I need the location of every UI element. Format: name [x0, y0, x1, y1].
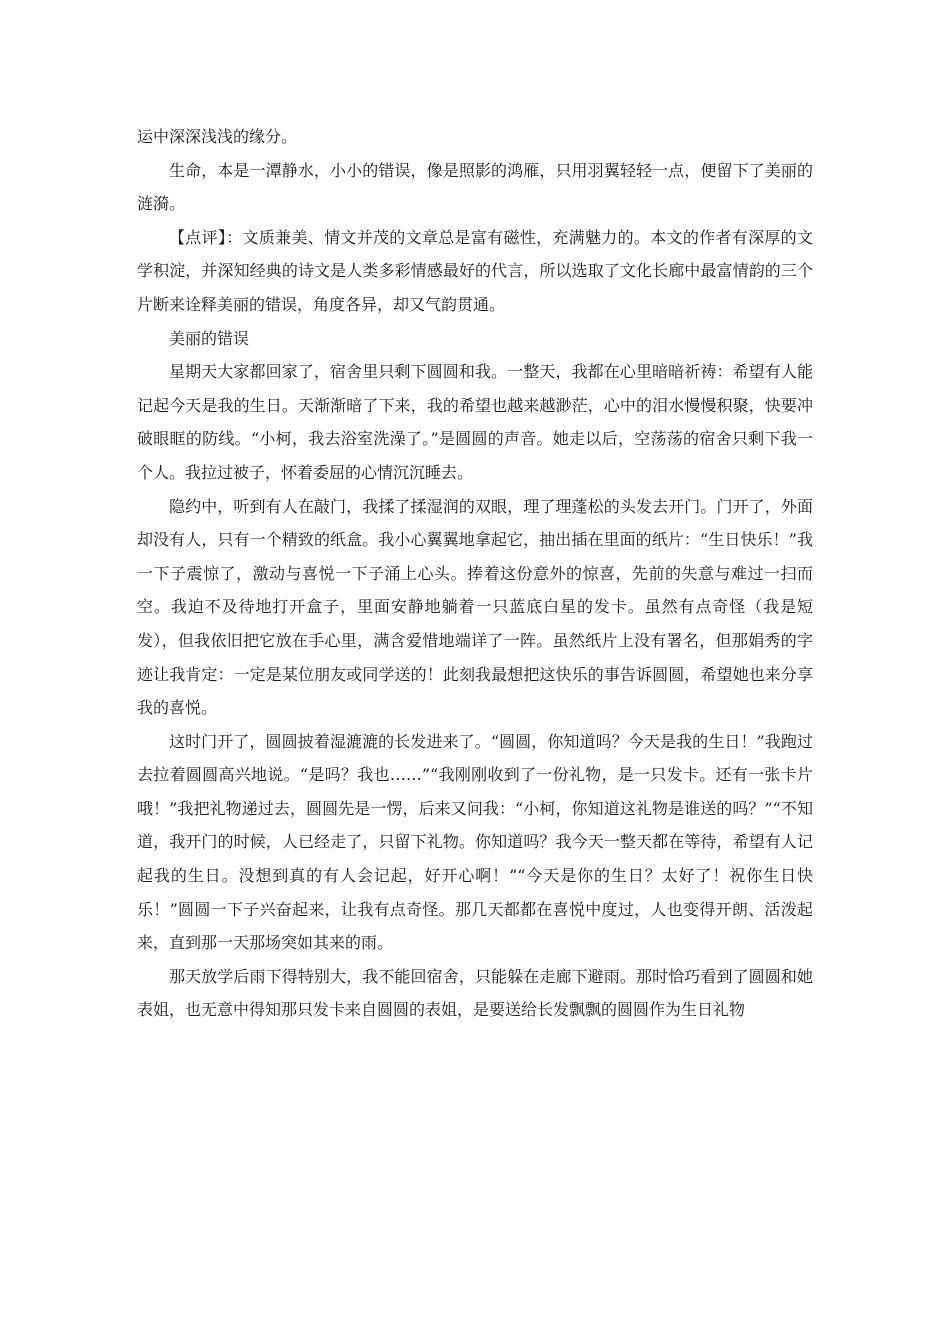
paragraph-rain: 那天放学后雨下得特别大，我不能回宿舍，只能躲在走廊下避雨。那时恰巧看到了圆圆和她表姐，也无意中得知那只发卡来自圆圆的表姐，是要送给长发飘飘的圆圆作为生日礼物: [137, 966, 813, 1020]
paragraph-knock: 隐约中，听到有人在敲门，我揉了揉湿润的双眼，理了理蓬松的头发去开门。门开了，外面却没有人，只有一个精致的纸盒。我小心翼翼地拿起它，抽出插在里面的纸片：“生日快乐！”我一下子震惊了，激动与喜悦一下子涌上心头。捧着这份意外的惊喜，先前的失意与难过一扫而空。我迫不及待地打开盒子，里面安静地躺着一只蓝底白星的发卡。虽然有点奇怪（我是短发），但我依旧把它放在手心里，满含爱惜地端详了一阵。虽然纸片上没有署名，但那娟秀的字迹让我肯定：一定是某位朋友或同学送的！此刻我最想把这快乐的事告诉圆圆，希望她也来分享我的喜悦。: [137, 496, 813, 718]
paragraph-door-opens: 这时门开了，圆圆披着湿漉漉的长发进来了。“圆圆，你知道吗？今天是我的生日！”我跑过去拉着圆圆高兴地说。“是吗？我也……”“我刚刚收到了一份礼物，是一只发卡。还有一张卡片哦！”我把礼物递过去，圆圆先是一愣，后来又问我：“小柯，你知道这礼物是谁送的吗？”“不知道，我开门的时候，人已经走了，只留下礼物。你知道吗？我今天一整天都在等待，希望有人记起我的生日。没想到真的有人会记起，好开心啊！”“今天是你的生日？太好了！祝你生日快乐！”圆圆一下子兴奋起来，让我有点奇怪。那几天都都在喜悦中度过，人也变得开朗、活泼起来，直到那一天那场突如其来的雨。: [137, 731, 813, 953]
paragraph-life: 生命，本是一潭静水，小小的错误，像是照影的鸿雁，只用羽翼轻轻一点，便留下了美丽的涟漪。: [137, 160, 813, 214]
paragraph-continuation: 运中深深浅浅的缘分。: [137, 127, 298, 146]
paragraph-comment: 【点评】：文质兼美、情文并茂的文章总是富有磁性，充满魅力的。本文的作者有深厚的文学积淀，并深知经典的诗文是人类多彩情感最好的代言，所以选取了文化长廊中最富情韵的三个片断来诠释美丽的错误，角度各异，却又气韵贯通。: [137, 227, 813, 314]
document-body: [137, 120, 813, 1027]
paragraph-sunday: 星期天大家都回家了，宿舍里只剩下圆圆和我。一整天，我都在心里暗暗祈祷：希望有人能记起今天是我的生日。天渐渐暗了下来，我的希望也越来越渺茫，心中的泪水慢慢积聚，快要冲破眼眶的防线。“小柯，我去浴室洗澡了。”是圆圆的声音。她走以后，空荡荡的宿舍只剩下我一个人。我拉过被子，怀着委屈的心情沉沉睡去。: [137, 362, 813, 482]
essay-title: 美丽的错误: [169, 328, 250, 348]
